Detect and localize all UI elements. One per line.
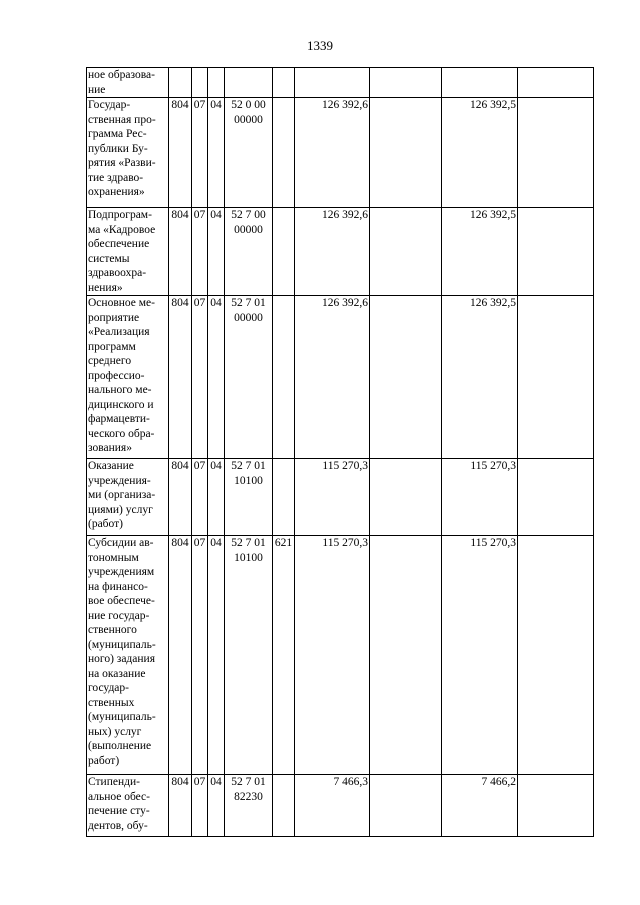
amount-cell-2 (370, 68, 442, 98)
row-name-line: Стипенди- (88, 776, 140, 788)
row-name-line: (работ) (88, 518, 123, 530)
amount-cell-4 (518, 68, 594, 98)
amount-cell-4 (518, 208, 594, 296)
row-name-line: Государ- (88, 99, 131, 111)
table-row (87, 98, 594, 208)
row-name-line: охранения» (88, 186, 145, 198)
subsection-code-cell: 04 (208, 208, 225, 296)
ministry-code-cell: 804 (169, 208, 192, 296)
amount-cell-4 (518, 98, 594, 208)
row-name-cell (87, 459, 169, 536)
ministry-code-cell: 804 (169, 459, 192, 536)
target-article-cell (225, 208, 273, 296)
target-article-line: 00000 (234, 223, 263, 236)
target-article-cell (225, 536, 273, 775)
target-article-line: 00000 (234, 113, 263, 126)
target-article-cell (225, 68, 273, 98)
amount-cell-2 (370, 208, 442, 296)
target-article-cell (225, 775, 273, 837)
amount-cell-3: 126 392,5 (442, 98, 518, 208)
target-article-line: 82230 (234, 790, 263, 803)
subsection-code-cell (208, 68, 225, 98)
amount-cell-3: 126 392,5 (442, 208, 518, 296)
row-name-line: ное образова- (88, 69, 155, 81)
amount-cell-4 (518, 296, 594, 459)
row-name-line: среднего (88, 355, 132, 367)
section-code-cell: 07 (192, 296, 208, 459)
row-name-line: нального ме- (88, 384, 152, 396)
target-article-line: 10100 (234, 551, 263, 564)
row-name-line: на оказание (88, 667, 146, 680)
target-article-line: 00000 (234, 311, 263, 324)
expense-type-cell (273, 775, 295, 837)
amount-cell-1 (295, 68, 370, 98)
row-name-line: фармацевти- (88, 413, 150, 425)
row-name-line: учреждения- (88, 474, 151, 487)
ministry-code-cell: 804 (169, 296, 192, 459)
amount-cell-3 (442, 68, 518, 98)
row-name-line: ческого обра- (88, 427, 155, 440)
target-article-line: 52 7 01 (231, 776, 266, 788)
row-name-line: нения» (88, 281, 123, 294)
row-name-cell (87, 775, 169, 837)
expense-type-cell: 621 (273, 536, 295, 775)
target-article-line: 52 7 01 (231, 537, 266, 549)
row-name-line: альное обес- (88, 790, 150, 803)
table-row (87, 459, 594, 536)
ministry-code-cell (169, 68, 192, 98)
target-article-line: 52 7 00 (231, 209, 266, 221)
row-name-line: системы (88, 252, 130, 265)
budget-table-body (87, 68, 594, 837)
section-code-cell: 07 (192, 98, 208, 208)
row-name-line: роприятие (88, 311, 140, 324)
ministry-code-cell: 804 (169, 536, 192, 775)
row-name-line: печение сту- (88, 805, 150, 817)
page-number: 1339 (307, 38, 333, 53)
row-name-line: здравоохра- (88, 267, 147, 279)
row-name-line: ние государ- (88, 609, 150, 622)
amount-cell-4 (518, 459, 594, 536)
row-name-line: тономным (88, 551, 139, 564)
row-name-line: ма «Кадровое (88, 223, 156, 236)
row-name-cell (87, 98, 169, 208)
row-name-line: ние (88, 83, 106, 96)
expense-type-cell (273, 296, 295, 459)
row-name-line: дентов, обу- (88, 819, 148, 832)
budget-table (86, 67, 594, 837)
row-name-line: государ- (88, 682, 129, 694)
row-name-line: Субсидии ав- (88, 537, 154, 549)
ministry-code-cell: 804 (169, 775, 192, 837)
amount-cell-2 (370, 296, 442, 459)
row-name-cell (87, 208, 169, 296)
section-code-cell: 07 (192, 775, 208, 837)
amount-cell-3: 115 270,3 (442, 536, 518, 775)
target-article-cell (225, 296, 273, 459)
amount-cell-4 (518, 775, 594, 837)
row-name-line: на финансо- (88, 580, 148, 593)
row-name-cell (87, 68, 169, 98)
target-article-line: 52 0 00 (231, 99, 266, 111)
row-name-line: ственного (88, 624, 137, 636)
expense-type-cell (273, 208, 295, 296)
row-name-line: ственная про- (88, 113, 156, 126)
amount-cell-1: 115 270,3 (295, 536, 370, 775)
amount-cell-2 (370, 775, 442, 837)
row-name-line: дицинского и (88, 398, 154, 411)
section-code-cell: 07 (192, 208, 208, 296)
row-name-line: вое обеспече- (88, 595, 155, 607)
row-name-line: профессио- (88, 369, 145, 382)
row-name-line: ного) задания (88, 653, 155, 665)
row-name-line: «Реализация (88, 326, 150, 338)
row-name-line: ственных (88, 696, 135, 709)
row-name-line: программ (88, 340, 136, 353)
row-name-line: Оказание (88, 460, 134, 472)
row-name-line: учреждениям (88, 566, 155, 578)
row-name-line: рятия «Разви- (88, 157, 156, 169)
amount-cell-1: 126 392,6 (295, 208, 370, 296)
table-row (87, 296, 594, 459)
amount-cell-1: 126 392,6 (295, 296, 370, 459)
section-code-cell: 07 (192, 536, 208, 775)
subsection-code-cell: 04 (208, 459, 225, 536)
row-name-line: Основное ме- (88, 297, 155, 309)
amount-cell-2 (370, 536, 442, 775)
target-article-line: 52 7 01 (231, 460, 266, 472)
target-article-cell (225, 459, 273, 536)
amount-cell-3: 115 270,3 (442, 459, 518, 536)
expense-type-cell (273, 459, 295, 536)
row-name-line: работ) (88, 754, 120, 767)
target-article-cell (225, 98, 273, 208)
section-code-cell (192, 68, 208, 98)
row-name-line: ных) услуг (88, 725, 142, 738)
row-name-line: публики Бу- (88, 142, 148, 155)
expense-type-cell (273, 68, 295, 98)
table-row (87, 775, 594, 837)
row-name-line: циями) услуг (88, 503, 153, 516)
row-name-line: обеспечение (88, 238, 150, 250)
row-name-line: ми (организа- (88, 489, 156, 501)
row-name-line: (муниципаль- (88, 711, 156, 723)
table-row (87, 536, 594, 775)
expense-type-cell (273, 98, 295, 208)
table-row (87, 68, 594, 98)
subsection-code-cell: 04 (208, 98, 225, 208)
subsection-code-cell: 04 (208, 296, 225, 459)
section-code-cell: 07 (192, 459, 208, 536)
amount-cell-4 (518, 536, 594, 775)
target-article-line: 10100 (234, 474, 263, 487)
row-name-cell (87, 536, 169, 775)
amount-cell-1: 126 392,6 (295, 98, 370, 208)
amount-cell-3: 7 466,2 (442, 775, 518, 837)
row-name-line: Подпрограм- (88, 209, 152, 221)
target-article-line: 52 7 01 (231, 297, 266, 309)
subsection-code-cell: 04 (208, 536, 225, 775)
amount-cell-1: 7 466,3 (295, 775, 370, 837)
row-name-line: (муниципаль- (88, 638, 156, 651)
amount-cell-2 (370, 459, 442, 536)
row-name-cell (87, 296, 169, 459)
row-name-line: (выполнение (88, 740, 152, 752)
subsection-code-cell: 04 (208, 775, 225, 837)
amount-cell-3: 126 392,5 (442, 296, 518, 459)
row-name-line: зования» (88, 442, 132, 454)
row-name-line: тие здраво- (88, 171, 144, 184)
amount-cell-1: 115 270,3 (295, 459, 370, 536)
table-row (87, 208, 594, 296)
amount-cell-2 (370, 98, 442, 208)
row-name-line: грамма Рес- (88, 128, 147, 140)
ministry-code-cell: 804 (169, 98, 192, 208)
